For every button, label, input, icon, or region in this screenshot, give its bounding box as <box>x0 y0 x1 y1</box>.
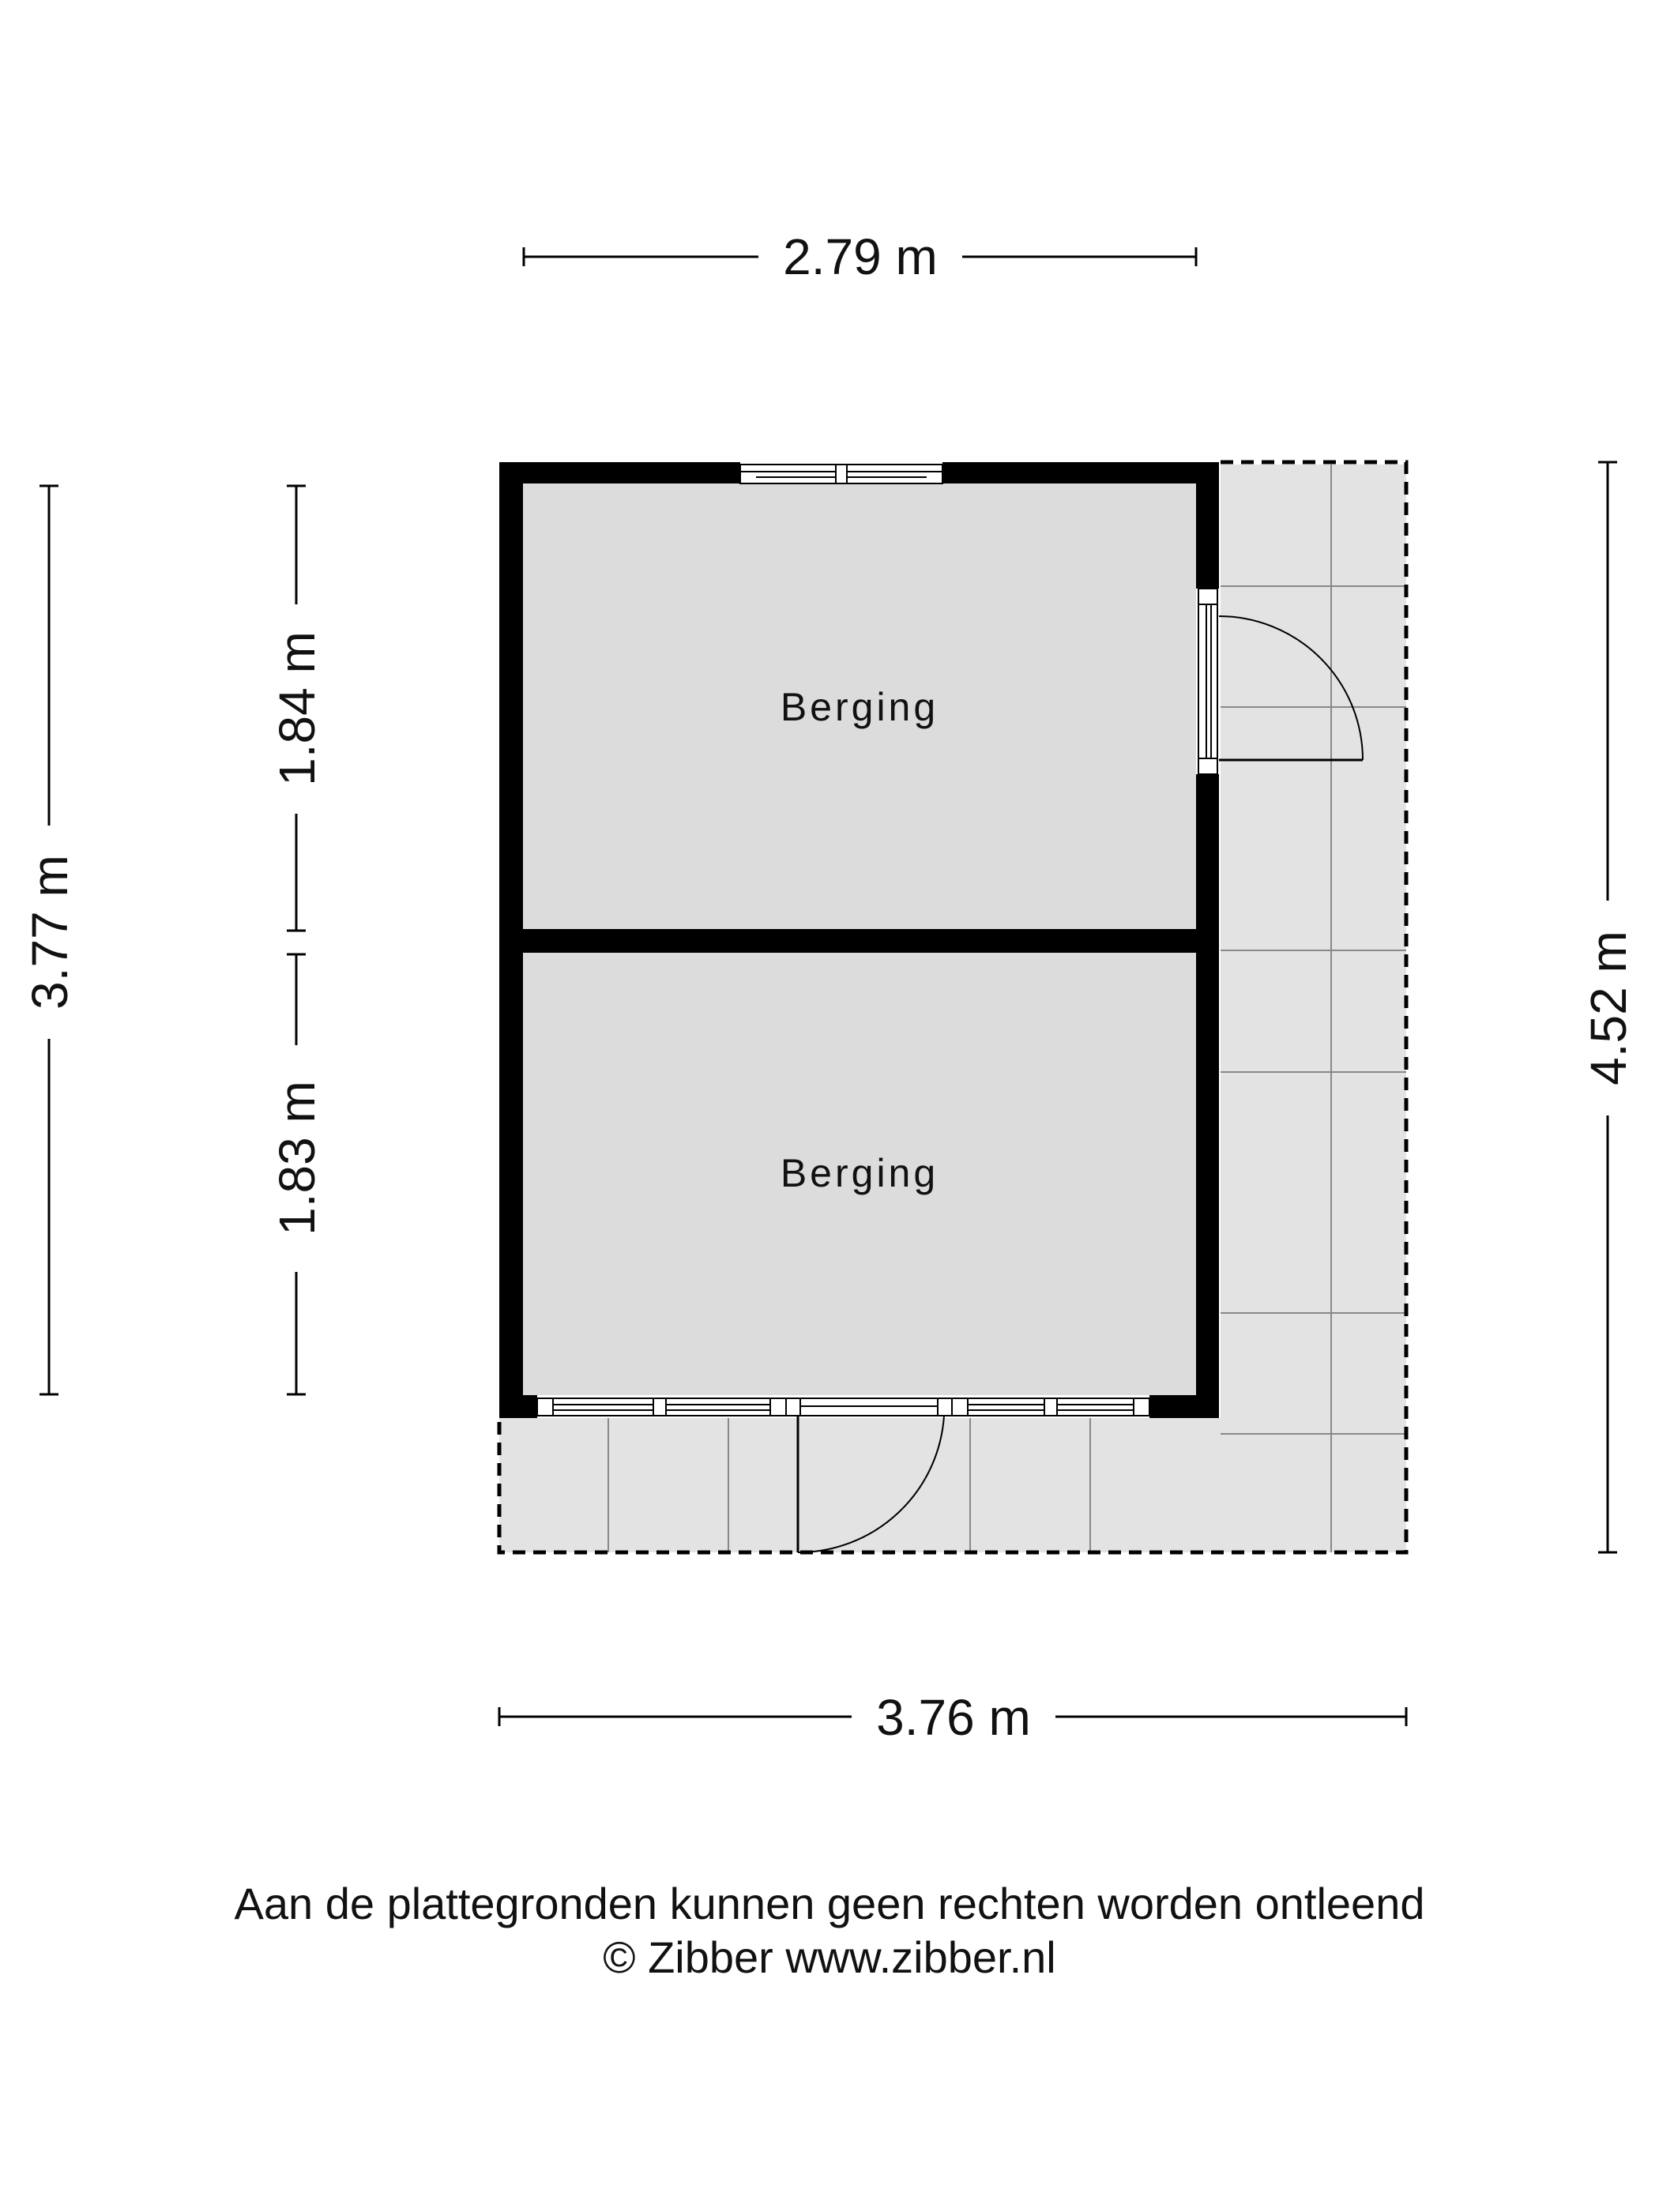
footer-disclaimer: Aan de plattegronden kunnen geen rechten worden ontleend <box>234 1879 1425 1928</box>
room-label-upper: Berging <box>780 685 939 729</box>
wall-bottom-right <box>1149 1395 1219 1418</box>
window-bottom-right <box>952 1398 1149 1416</box>
dimension-top: 2.79 m <box>783 228 938 285</box>
wall-bottom-left <box>499 1395 537 1418</box>
window-bottom-left <box>537 1398 786 1416</box>
wall-middle <box>523 929 1196 953</box>
dimension-bottom: 3.76 m <box>876 1689 1031 1746</box>
wall-left <box>499 462 523 1418</box>
terrace-fill-right <box>1221 465 1406 1552</box>
dimension-right-total: 4.52 m <box>1580 931 1637 1085</box>
dimension-left-total: 3.77 m <box>21 855 78 1010</box>
wall-top-left <box>499 462 740 483</box>
wall-top-right <box>942 462 1219 483</box>
dimension-left-lower: 1.83 m <box>269 1081 325 1236</box>
terrace-fill-bottom <box>499 1418 1221 1552</box>
footer-copyright: © Zibber www.zibber.nl <box>603 1932 1056 1982</box>
dimension-left-upper: 1.84 m <box>269 631 325 786</box>
room-label-lower: Berging <box>780 1151 939 1195</box>
window-top <box>740 465 942 483</box>
wall-right-upper <box>1196 462 1219 589</box>
wall-right-lower <box>1196 774 1219 1418</box>
